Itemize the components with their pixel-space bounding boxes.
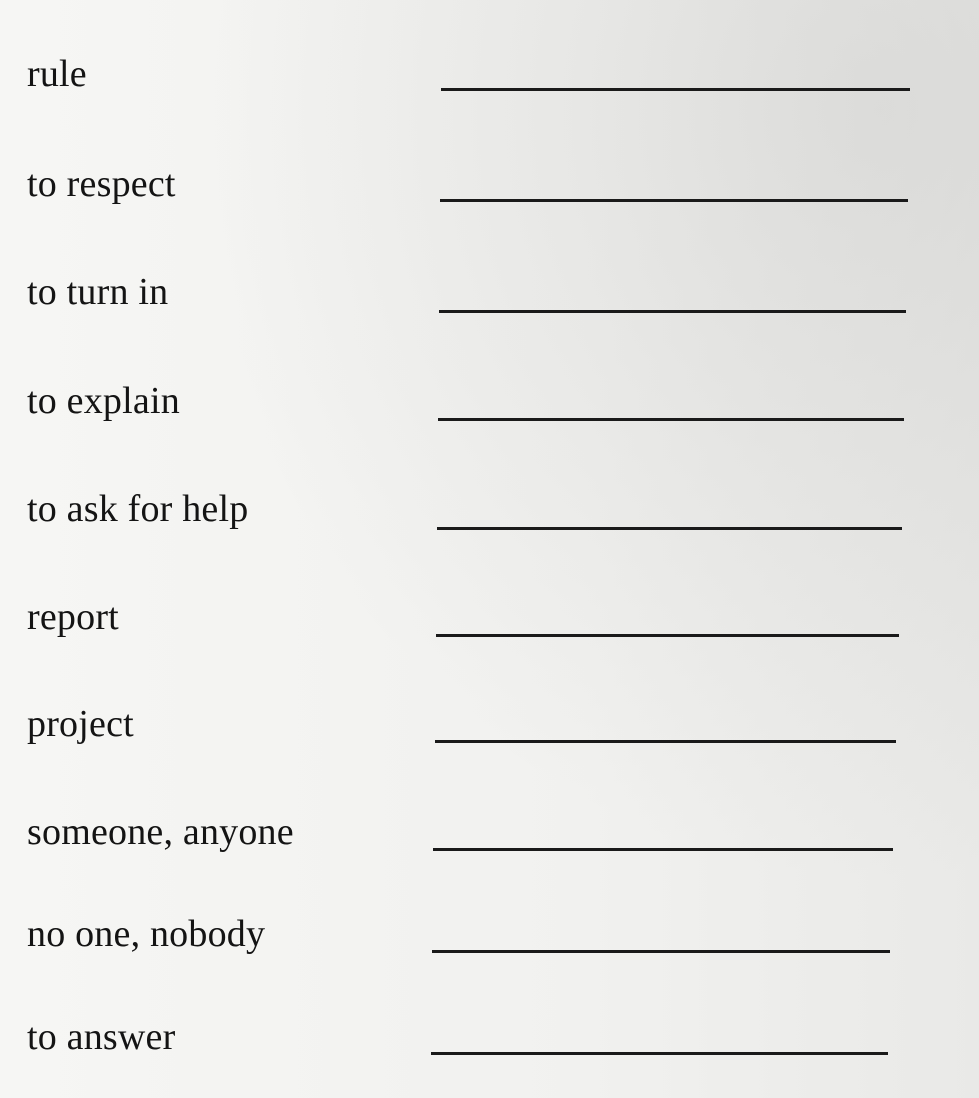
answer-blank[interactable] [437, 527, 902, 530]
answer-blank[interactable] [438, 418, 904, 421]
answer-blank[interactable] [440, 199, 908, 202]
vocab-row-1 [0, 52, 979, 112]
term-label: to ask for help [27, 488, 249, 530]
term-label: rule [27, 53, 87, 95]
vocab-row-7 [0, 702, 979, 762]
term-label: someone, anyone [27, 811, 294, 853]
vocab-row-6 [0, 595, 979, 655]
vocab-row-4 [0, 379, 979, 439]
vocab-row-9 [0, 912, 979, 972]
term-label: to explain [27, 380, 180, 422]
term-label: to turn in [27, 271, 169, 313]
answer-blank[interactable] [433, 848, 893, 851]
vocab-row-10 [0, 1015, 979, 1075]
answer-blank[interactable] [436, 634, 899, 637]
term-label: report [27, 596, 119, 638]
term-label: no one, nobody [27, 913, 266, 955]
term-label: to respect [27, 163, 176, 205]
answer-blank[interactable] [441, 88, 910, 91]
vocab-row-5 [0, 487, 979, 547]
vocab-row-3 [0, 270, 979, 330]
answer-blank[interactable] [435, 740, 896, 743]
vocab-row-8 [0, 810, 979, 870]
answer-blank[interactable] [432, 950, 890, 953]
answer-blank[interactable] [439, 310, 906, 313]
answer-blank[interactable] [431, 1052, 888, 1055]
vocab-row-2 [0, 162, 979, 222]
term-label: project [27, 703, 134, 745]
term-label: to answer [27, 1016, 176, 1058]
